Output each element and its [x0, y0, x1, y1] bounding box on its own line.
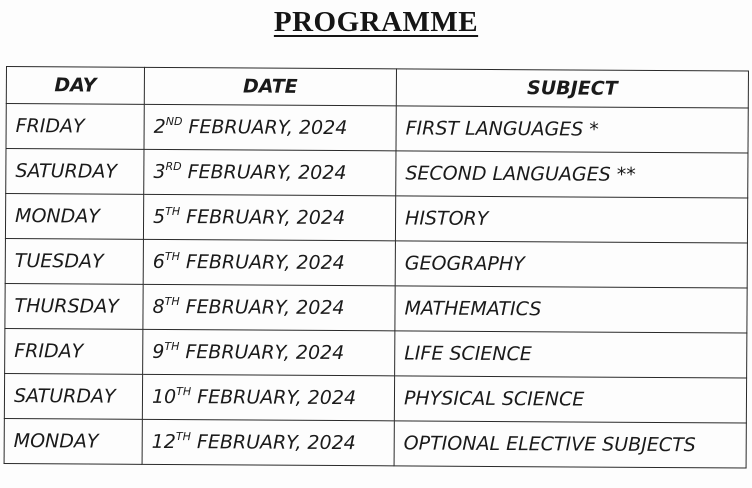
subject-cell: LIFE SCIENCE — [395, 331, 747, 378]
date-number: 10 — [151, 385, 177, 409]
date-number: 8 — [152, 295, 165, 318]
date-cell — [144, 149, 396, 196]
table-row — [5, 283, 747, 333]
date-month-year: FEBRUARY, 2024 — [179, 251, 345, 275]
date-month-year: FEBRUARY, 2024 — [191, 386, 357, 410]
page-title-text: PROGRAMME — [273, 6, 479, 38]
subject-cell: HISTORY — [395, 196, 747, 243]
date-cell — [142, 419, 394, 466]
date-ordinal-suffix: TH — [164, 249, 180, 264]
date-number: 6 — [152, 250, 165, 273]
date-month-year: FEBRUARY, 2024 — [180, 206, 346, 230]
date-number: 2 — [153, 115, 166, 138]
date-ordinal-suffix: ND — [165, 114, 183, 129]
header-subject: SUBJECT — [396, 69, 748, 108]
date-month-year: FEBRUARY, 2024 — [179, 296, 345, 320]
subject-cell: GEOGRAPHY — [395, 241, 747, 288]
table-row — [5, 194, 747, 244]
date-month-year: FEBRUARY, 2024 — [190, 431, 356, 455]
day-cell: SATURDAY — [4, 373, 142, 419]
table-row — [5, 328, 747, 378]
date-cell — [143, 284, 395, 331]
day-cell: SATURDAY — [6, 149, 144, 195]
date-ordinal-suffix: RD — [165, 159, 182, 174]
date-cell — [142, 374, 394, 421]
date-month-year: FEBRUARY, 2024 — [181, 161, 347, 185]
day-cell: MONDAY — [4, 418, 142, 464]
subject-cell: MATHEMATICS — [395, 286, 747, 333]
table-row — [6, 104, 748, 154]
day-cell: FRIDAY — [5, 328, 143, 374]
date-ordinal-suffix: TH — [164, 339, 180, 354]
header-date: DATE — [144, 67, 396, 106]
table-header-row — [6, 67, 748, 109]
date-number: 9 — [152, 340, 165, 363]
date-number: 3 — [153, 160, 166, 183]
subject-cell: FIRST LANGUAGES * — [396, 106, 748, 153]
table-row — [4, 418, 746, 468]
table-row — [5, 238, 747, 288]
date-ordinal-suffix: TH — [175, 430, 191, 444]
date-ordinal-suffix: TH — [176, 385, 192, 399]
date-month-year: FEBRUARY, 2024 — [179, 341, 345, 365]
subject-cell: OPTIONAL ELECTIVE SUBJECTS — [394, 421, 746, 468]
date-number: 5 — [153, 205, 166, 228]
date-ordinal-suffix: TH — [165, 204, 181, 219]
date-ordinal-suffix: TH — [164, 294, 180, 309]
date-cell — [143, 239, 395, 286]
date-cell — [144, 104, 396, 151]
subject-cell: PHYSICAL SCIENCE — [394, 376, 746, 423]
day-cell: TUESDAY — [5, 238, 143, 284]
exam-schedule-table — [4, 66, 749, 469]
table-row — [6, 149, 748, 199]
table-row — [4, 373, 746, 423]
header-day: DAY — [6, 67, 144, 105]
day-cell: FRIDAY — [6, 104, 144, 150]
day-cell: MONDAY — [5, 194, 143, 240]
date-cell — [143, 194, 395, 241]
date-cell — [143, 329, 395, 376]
page-title — [0, 6, 752, 39]
subject-cell: SECOND LANGUAGES ** — [396, 151, 748, 198]
date-number: 12 — [151, 430, 176, 454]
date-month-year: FEBRUARY, 2024 — [182, 116, 348, 140]
day-cell: THURSDAY — [5, 283, 143, 329]
